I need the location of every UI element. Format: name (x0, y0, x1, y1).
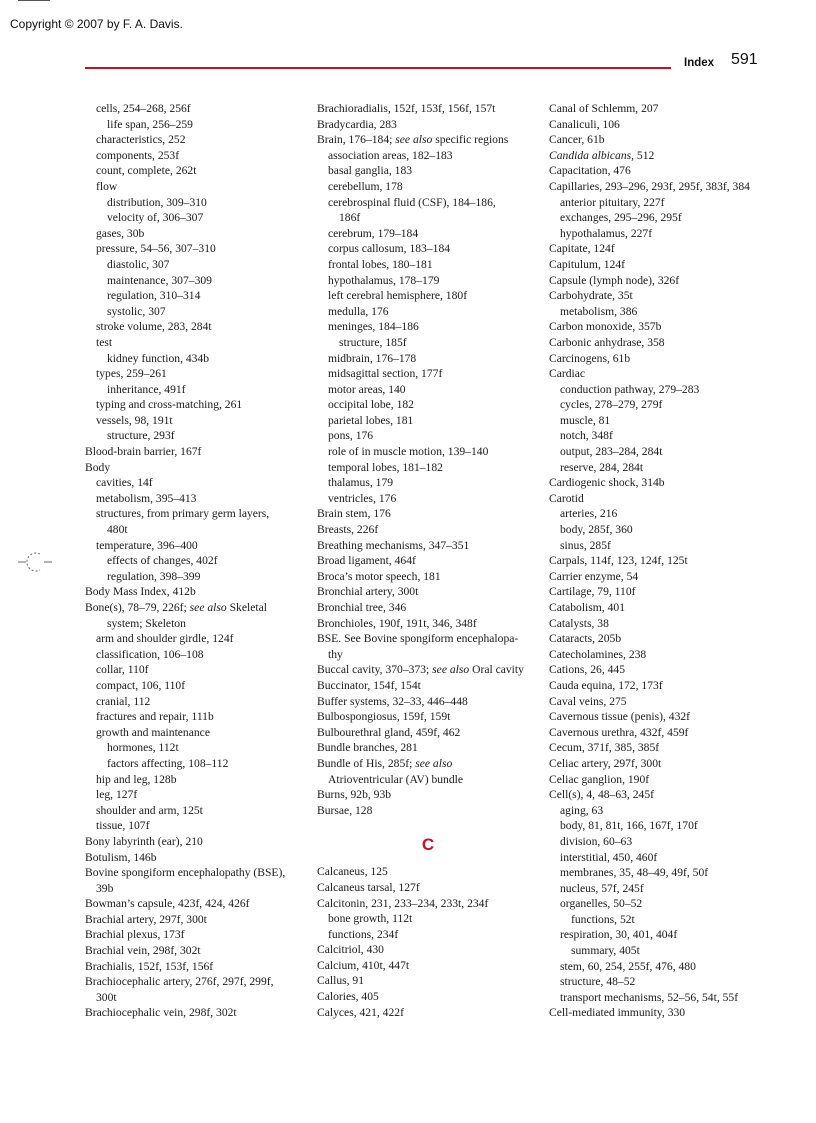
index-entry: Bronchial tree, 346 (317, 601, 407, 614)
index-entry: Blood-brain barrier, 167f (85, 445, 202, 459)
index-entry: Calyces, 421, 422f (317, 1005, 404, 1019)
index-entry: Carotid (549, 491, 584, 505)
index-entry: Breasts, 226f (317, 523, 379, 537)
index-subentry: maintenance, 307–309 (107, 273, 212, 287)
index-subentry: conduction pathway, 279–283 (560, 382, 700, 396)
index-entry: Caval veins, 275 (549, 694, 627, 708)
index-entry: Cavernous urethra, 432f, 459f (549, 725, 689, 739)
column-2-entries (317, 101, 539, 818)
index-subentry: meninges, 184–186 (328, 320, 419, 334)
index-subentry: components, 253f (96, 148, 180, 162)
index-subentry: sinus, 285f (560, 538, 611, 552)
index-subentry: corpus callosum, 183–184 (328, 242, 451, 256)
header-rule (85, 67, 671, 69)
index-subentry: cerebrum, 179–184 (328, 226, 419, 240)
index-entry: Cartilage, 79, 110f (549, 585, 636, 599)
index-subentry: structures, from primary germ layers, (96, 507, 270, 521)
index-entry: Cavernous tissue (penis), 432f (549, 710, 691, 724)
index-subentry: body, 285f, 360 (560, 523, 633, 537)
index-subentry: membranes, 35, 48–49, 49f, 50f (560, 866, 709, 880)
index-entry: Catabolism, 401 (549, 601, 625, 614)
index-subentry: body, 81, 81t, 166, 167f, 170f (560, 819, 698, 833)
index-entry: Cardiac (549, 367, 586, 381)
index-subentry: velocity of, 306–307 (107, 211, 204, 225)
index-entry: Carcinogens, 61b (549, 351, 631, 365)
index-entry: Celiac artery, 297f, 300t (549, 756, 662, 770)
index-subentry: diastolic, 307 (107, 257, 170, 271)
index-entry: Body (85, 460, 111, 474)
index-subentry: systolic, 307 (107, 304, 166, 318)
index-subentry: collar, 110f (96, 663, 149, 677)
index-subentry: system; Skeleton (107, 616, 186, 630)
index-entry: Bronchial artery, 300t (317, 585, 419, 599)
index-subentry: transport mechanisms, 52–56, 54t, 55f (560, 990, 739, 1004)
index-entry: Cations, 26, 445 (549, 663, 626, 677)
index-subentry: metabolism, 386 (560, 304, 638, 318)
running-head: Index (684, 57, 715, 69)
index-subentry: factors affecting, 108–112 (107, 756, 229, 770)
index-subentry: role of in muscle motion, 139–140 (328, 445, 489, 459)
index-entry: Bowman’s capsule, 423f, 424, 426f (85, 897, 250, 911)
index-subentry: occipital lobe, 182 (328, 398, 414, 412)
index-entry: Buccal cavity, 370–373; see also Oral cavity (317, 663, 524, 677)
index-subentry: temporal lobes, 181–182 (328, 460, 443, 474)
index-column-3 (549, 101, 789, 1021)
index-column-2 (317, 101, 539, 1020)
top-edge-line (18, 0, 50, 1)
index-subentry: 39b (96, 881, 114, 895)
index-entry: Bone(s), 78–79, 226f; see also Skeletal (85, 601, 267, 614)
index-entry: Brachial vein, 298f, 302t (85, 944, 201, 958)
index-subentry: stem, 60, 254, 255f, 476, 480 (560, 959, 696, 973)
index-subentry: test (96, 335, 113, 349)
index-entry: Body Mass Index, 412b (85, 585, 196, 599)
index-subentry: exchanges, 295–296, 295f (560, 211, 682, 225)
index-subentry: growth and maintenance (96, 725, 210, 739)
index-subentry: interstitial, 450, 460f (560, 850, 658, 864)
index-subentry: kidney function, 434b (107, 351, 210, 365)
index-subentry: 480t (107, 523, 128, 537)
index-entry: BSE. See Bovine spongiform encephalopa- (317, 632, 519, 646)
index-subentry: cranial, 112 (96, 694, 151, 708)
index-subentry: parietal lobes, 181 (328, 413, 414, 427)
index-subentry: notch, 348f (560, 429, 613, 443)
index-subentry: structure, 185f (339, 335, 407, 349)
index-entry: Calories, 405 (317, 990, 379, 1004)
index-subentry: ventricles, 176 (328, 491, 397, 505)
index-entry: Botulism, 146b (85, 850, 157, 864)
index-subentry: thy (328, 647, 343, 661)
index-entry: Bundle of His, 285f; see also (317, 756, 453, 770)
index-entry: Brachioradialis, 152f, 153f, 156f, 157t (317, 102, 496, 115)
index-subentry: pons, 176 (328, 429, 374, 443)
index-entry: Bursae, 128 (317, 803, 373, 817)
index-entry: Cancer, 61b (549, 133, 605, 147)
index-entry: Capitulum, 124f (549, 257, 625, 271)
index-subentry: functions, 234f (328, 927, 399, 941)
index-subentry: midsagittal section, 177f (328, 367, 443, 381)
index-entry: Capsule (lymph node), 326f (549, 273, 680, 287)
index-subentry: organelles, 50–52 (560, 897, 643, 911)
index-subentry: effects of changes, 402f (107, 554, 218, 568)
index-subentry: frontal lobes, 180–181 (328, 257, 433, 271)
index-subentry: fractures and repair, 111b (96, 710, 214, 724)
index-entry: Brain, 176–184; see also specific regions (317, 133, 509, 147)
index-subentry: hip and leg, 128b (96, 772, 177, 786)
index-subentry: compact, 106, 110f (96, 678, 186, 692)
index-entry: Cecum, 371f, 385, 385f (549, 741, 660, 755)
index-entry: Brachialis, 152f, 153f, 156f (85, 959, 214, 973)
index-entry: Calcitonin, 231, 233–234, 233t, 234f (317, 896, 489, 910)
index-entry: Brachial artery, 297f, 300t (85, 912, 207, 926)
index-subentry: stroke volume, 283, 284t (96, 320, 212, 334)
index-entry: Cauda equina, 172, 173f (549, 678, 663, 692)
index-subentry: shoulder and arm, 125t (96, 803, 203, 817)
index-entry: Carbon monoxide, 357b (549, 320, 662, 334)
index-entry: Bundle branches, 281 (317, 741, 418, 755)
index-subentry: hypothalamus, 227f (560, 226, 653, 240)
index-subentry: cerebellum, 178 (328, 179, 403, 193)
index-entry: Canaliculi, 106 (549, 117, 620, 131)
index-entry: Brachiocephalic vein, 298f, 302t (85, 1006, 237, 1020)
index-entry: Cell-mediated immunity, 330 (549, 1006, 686, 1020)
index-entry: Brachiocephalic artery, 276f, 297f, 299f, (85, 975, 274, 989)
index-entry: Broca’s motor speech, 181 (317, 569, 441, 583)
index-subentry: functions, 52t (571, 912, 635, 926)
index-subentry: distribution, 309–310 (107, 195, 207, 209)
index-entry: Bradycardia, 283 (317, 117, 397, 131)
index-entry: Carbonic anhydrase, 358 (549, 335, 665, 349)
index-entry: Bulbourethral gland, 459f, 462 (317, 725, 461, 739)
index-subentry: association areas, 182–183 (328, 148, 453, 162)
index-subentry: arteries, 216 (560, 507, 618, 521)
index-entry: Carpals, 114f, 123, 124f, 125t (549, 554, 688, 568)
index-subentry: regulation, 310–314 (107, 289, 201, 303)
index-subentry: life span, 256–259 (107, 117, 193, 131)
index-subentry: medulla, 176 (328, 304, 389, 318)
index-entry: Carrier enzyme, 54 (549, 569, 639, 583)
index-entry: Brain stem, 176 (317, 507, 391, 521)
index-subentry: cerebrospinal fluid (CSF), 184–186, (328, 195, 496, 209)
registration-mark (14, 550, 54, 574)
index-subentry: summary, 405t (571, 944, 640, 958)
index-entry: Callus, 91 (317, 974, 365, 988)
index-subentry: cells, 254–268, 256f (96, 102, 191, 115)
index-subentry: characteristics, 252 (96, 133, 186, 147)
index-subentry: count, complete, 262t (96, 164, 197, 178)
index-entry: Cardiogenic shock, 314b (549, 476, 665, 490)
index-subentry: bone growth, 112t (328, 912, 413, 926)
index-entry: Calcaneus, 125 (317, 865, 388, 879)
index-subentry: metabolism, 395–413 (96, 491, 197, 505)
index-entry: Burns, 92b, 93b (317, 788, 392, 802)
index-subentry: gases, 30b (96, 226, 145, 240)
index-subentry: muscle, 81 (560, 413, 611, 427)
index-subentry: types, 259–261 (96, 367, 167, 381)
index-subentry: arm and shoulder girdle, 124f (96, 632, 234, 646)
index-subentry: structure, 293f (107, 429, 175, 443)
index-subentry: division, 60–63 (560, 834, 633, 848)
index-subentry: temperature, 396–400 (96, 538, 198, 552)
index-subentry: classification, 106–108 (96, 647, 204, 661)
copyright-notice: Copyright © 2007 by F. A. Davis. (10, 17, 183, 31)
index-subentry: aging, 63 (560, 803, 604, 817)
index-column-1 (85, 101, 307, 1021)
index-entry: Carbohydrate, 35t (549, 289, 633, 303)
index-entry: Catalysts, 38 (549, 616, 609, 630)
index-entry: Breathing mechanisms, 347–351 (317, 538, 470, 552)
index-entry: Cataracts, 205b (549, 632, 622, 646)
index-entry: Canal of Schlemm, 207 (549, 102, 659, 115)
index-entry: Candida albicans, 512 (549, 148, 655, 162)
index-subentry: reserve, 284, 284t (560, 460, 644, 474)
index-subentry: structure, 48–52 (560, 975, 636, 989)
index-subentry: 300t (96, 990, 117, 1004)
index-subentry: left cerebral hemisphere, 180f (328, 289, 468, 303)
index-entry: Bulbospongiosus, 159f, 159t (317, 710, 451, 724)
index-entry: Cell(s), 4, 48–63, 245f (549, 788, 654, 802)
index-entry: Capitate, 124f (549, 242, 615, 256)
index-entry: Buccinator, 154f, 154t (317, 678, 421, 692)
index-entry: Bony labyrinth (ear), 210 (85, 834, 203, 848)
section-letter-c: C (421, 835, 435, 855)
index-subentry: regulation, 398–399 (107, 569, 201, 583)
index-subentry: inheritance, 491f (107, 382, 186, 396)
index-subentry: cycles, 278–279, 279f (560, 398, 663, 412)
index-subentry: vessels, 98, 191t (96, 413, 173, 427)
index-entry: Capillaries, 293–296, 293f, 295f, 383f, 384 (549, 179, 750, 193)
index-entry: Calcaneus tarsal, 127f (317, 880, 420, 894)
index-subentry: thalamus, 179 (328, 476, 394, 490)
index-entry: Buffer systems, 32–33, 446–448 (317, 694, 468, 708)
index-subentry: anterior pituitary, 227f (560, 195, 665, 209)
index-entry: Brachial plexus, 173f (85, 928, 185, 942)
index-entry: Celiac ganglion, 190f (549, 772, 650, 786)
index-entry: Capacitation, 476 (549, 164, 631, 178)
index-subentry: flow (96, 179, 118, 193)
index-subentry: cavities, 14f (96, 476, 153, 490)
index-subentry: 186f (339, 211, 361, 225)
index-subentry: leg, 127f (96, 788, 138, 802)
index-entry: Bronchioles, 190f, 191t, 346, 348f (317, 616, 477, 630)
index-subentry: typing and cross-matching, 261 (96, 398, 243, 412)
index-subentry: output, 283–284, 284t (560, 445, 663, 459)
index-subentry: Atrioventricular (AV) bundle (328, 772, 464, 786)
index-subentry: basal ganglia, 183 (328, 164, 413, 178)
index-entry: Bovine spongiform encephalopathy (BSE), (85, 866, 286, 880)
page-number: 591 (731, 51, 758, 68)
index-entry: Catecholamines, 238 (549, 647, 647, 661)
index-subentry: nucleus, 57f, 245f (560, 881, 644, 895)
section-c-entries (317, 864, 539, 1020)
index-subentry: tissue, 107f (96, 819, 150, 833)
index-entry: Calcitriol, 430 (317, 943, 384, 957)
index-subentry: respiration, 30, 401, 404f (560, 928, 678, 942)
index-entry: Broad ligament, 464f (317, 554, 416, 568)
index-subentry: pressure, 54–56, 307–310 (96, 242, 216, 256)
index-subentry: hypothalamus, 178–179 (328, 273, 440, 287)
index-subentry: motor areas, 140 (328, 382, 406, 396)
index-entry: Calcium, 410t, 447t (317, 958, 410, 972)
index-subentry: midbrain, 176–178 (328, 351, 417, 365)
index-subentry: hormones, 112t (107, 741, 179, 755)
